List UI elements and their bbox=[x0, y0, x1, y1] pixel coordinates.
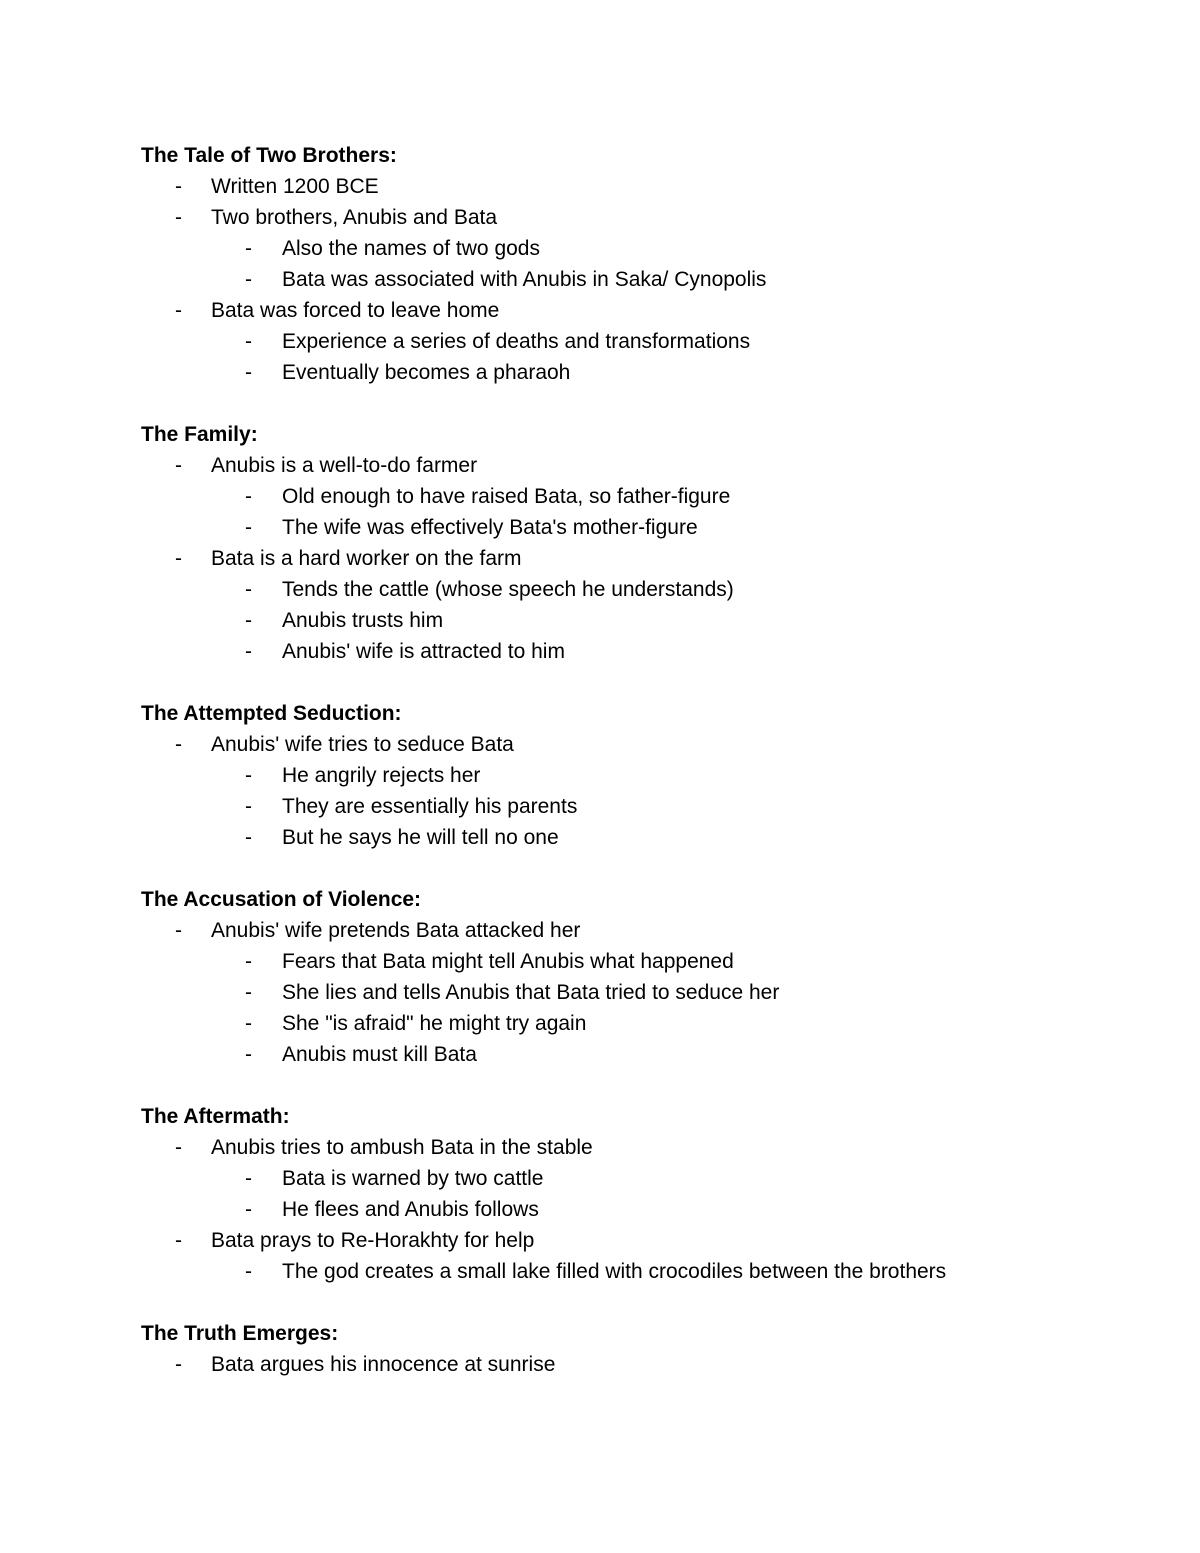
bullet-text: Fears that Bata might tell Anubis what happened bbox=[282, 950, 734, 973]
bullet-item bbox=[141, 1349, 1141, 1380]
dash-bullet-icon: - bbox=[175, 733, 182, 756]
dash-bullet-icon: - bbox=[175, 206, 182, 229]
sub-bullet-item bbox=[141, 264, 1141, 295]
bullet-text: Bata argues his innocence at sunrise bbox=[211, 1353, 556, 1376]
dash-bullet-icon: - bbox=[245, 1198, 252, 1221]
dash-bullet-icon: - bbox=[175, 1353, 182, 1376]
bullet-text: Bata is warned by two cattle bbox=[282, 1167, 544, 1190]
sub-bullet-item bbox=[141, 574, 1141, 605]
bullet-text: Anubis must kill Bata bbox=[282, 1043, 477, 1066]
dash-bullet-icon: - bbox=[245, 1260, 252, 1283]
sub-bullet-item bbox=[141, 1039, 1141, 1070]
bullet-item bbox=[141, 1132, 1141, 1163]
bullet-text: They are essentially his parents bbox=[282, 795, 578, 818]
bullet-item bbox=[141, 915, 1141, 946]
sub-bullet-item bbox=[141, 760, 1141, 791]
section-heading: The Attempted Seduction: bbox=[141, 702, 402, 725]
dash-bullet-icon: - bbox=[245, 578, 252, 601]
sub-bullet-item bbox=[141, 636, 1141, 667]
bullet-text: Anubis' wife is attracted to him bbox=[282, 640, 565, 663]
section-heading: The Accusation of Violence: bbox=[141, 888, 422, 911]
section bbox=[141, 698, 1141, 853]
dash-bullet-icon: - bbox=[245, 237, 252, 260]
bullet-item bbox=[141, 295, 1141, 326]
sub-bullet-item bbox=[141, 357, 1141, 388]
dash-bullet-icon: - bbox=[245, 1167, 252, 1190]
dash-bullet-icon: - bbox=[175, 454, 182, 477]
section bbox=[141, 419, 1141, 667]
bullet-text: Tends the cattle (whose speech he understands) bbox=[282, 578, 734, 601]
bullet-text: The wife was effectively Bata's mother-figure bbox=[282, 516, 698, 539]
bullet-item bbox=[141, 1225, 1141, 1256]
sub-bullet-item bbox=[141, 233, 1141, 264]
bullet-text: He flees and Anubis follows bbox=[282, 1198, 539, 1221]
section bbox=[141, 140, 1141, 388]
bullet-text: Anubis' wife pretends Bata attacked her bbox=[211, 919, 581, 942]
sub-bullet-item bbox=[141, 791, 1141, 822]
bullet-text: He angrily rejects her bbox=[282, 764, 481, 787]
dash-bullet-icon: - bbox=[175, 299, 182, 322]
bullet-text: Anubis is a well-to-do farmer bbox=[211, 454, 478, 477]
bullet-text: Bata was forced to leave home bbox=[211, 299, 500, 322]
bullet-item bbox=[141, 450, 1141, 481]
dash-bullet-icon: - bbox=[175, 919, 182, 942]
dash-bullet-icon: - bbox=[245, 485, 252, 508]
section bbox=[141, 1101, 1141, 1287]
section bbox=[141, 1318, 1141, 1380]
dash-bullet-icon: - bbox=[245, 361, 252, 384]
bullet-item bbox=[141, 729, 1141, 760]
bullet-text: She "is afraid" he might try again bbox=[282, 1012, 587, 1035]
dash-bullet-icon: - bbox=[245, 609, 252, 632]
section-heading: The Family: bbox=[141, 423, 258, 446]
bullet-item bbox=[141, 543, 1141, 574]
bullet-text: Anubis tries to ambush Bata in the stable bbox=[211, 1136, 593, 1159]
sub-bullet-item bbox=[141, 1256, 1141, 1287]
sub-bullet-item bbox=[141, 326, 1141, 357]
sub-bullet-item bbox=[141, 822, 1141, 853]
section-heading: The Aftermath: bbox=[141, 1105, 290, 1128]
dash-bullet-icon: - bbox=[245, 516, 252, 539]
bullet-item bbox=[141, 171, 1141, 202]
bullet-text: Two brothers, Anubis and Bata bbox=[211, 206, 498, 229]
bullet-text: Anubis trusts him bbox=[282, 609, 444, 632]
section bbox=[141, 884, 1141, 1070]
bullet-item bbox=[141, 202, 1141, 233]
bullet-text: But he says he will tell no one bbox=[282, 826, 559, 849]
section-heading: The Tale of Two Brothers: bbox=[141, 144, 397, 167]
bullet-text: The god creates a small lake filled with crocodiles between the brothers bbox=[282, 1260, 947, 1283]
sub-bullet-item bbox=[141, 512, 1141, 543]
dash-bullet-icon: - bbox=[245, 795, 252, 818]
bullet-text: She lies and tells Anubis that Bata tried to seduce her bbox=[282, 981, 780, 1004]
dash-bullet-icon: - bbox=[245, 826, 252, 849]
sub-bullet-item bbox=[141, 1163, 1141, 1194]
bullet-text: Also the names of two gods bbox=[282, 237, 540, 260]
bullet-text: Bata was associated with Anubis in Saka/ Cynopolis bbox=[282, 268, 767, 291]
bullet-text: Eventually becomes a pharaoh bbox=[282, 361, 571, 384]
dash-bullet-icon: - bbox=[245, 268, 252, 291]
dash-bullet-icon: - bbox=[245, 764, 252, 787]
dash-bullet-icon: - bbox=[245, 981, 252, 1004]
dash-bullet-icon: - bbox=[245, 950, 252, 973]
dash-bullet-icon: - bbox=[175, 1229, 182, 1252]
dash-bullet-icon: - bbox=[245, 1012, 252, 1035]
sub-bullet-item bbox=[141, 1194, 1141, 1225]
dash-bullet-icon: - bbox=[175, 1136, 182, 1159]
sub-bullet-item bbox=[141, 977, 1141, 1008]
bullet-text: Old enough to have raised Bata, so father-figure bbox=[282, 485, 731, 508]
bullet-text: Anubis' wife tries to seduce Bata bbox=[211, 733, 514, 756]
bullet-text: Written 1200 BCE bbox=[211, 175, 379, 198]
bullet-text: Bata is a hard worker on the farm bbox=[211, 547, 522, 570]
dash-bullet-icon: - bbox=[245, 330, 252, 353]
sub-bullet-item bbox=[141, 946, 1141, 977]
section-heading: The Truth Emerges: bbox=[141, 1322, 339, 1345]
bullet-text: Experience a series of deaths and transformations bbox=[282, 330, 751, 353]
dash-bullet-icon: - bbox=[245, 640, 252, 663]
document-body bbox=[141, 140, 1141, 1411]
bullet-text: Bata prays to Re-Horakhty for help bbox=[211, 1229, 535, 1252]
dash-bullet-icon: - bbox=[175, 175, 182, 198]
dash-bullet-icon: - bbox=[245, 1043, 252, 1066]
sub-bullet-item bbox=[141, 1008, 1141, 1039]
dash-bullet-icon: - bbox=[175, 547, 182, 570]
sub-bullet-item bbox=[141, 605, 1141, 636]
sub-bullet-item bbox=[141, 481, 1141, 512]
